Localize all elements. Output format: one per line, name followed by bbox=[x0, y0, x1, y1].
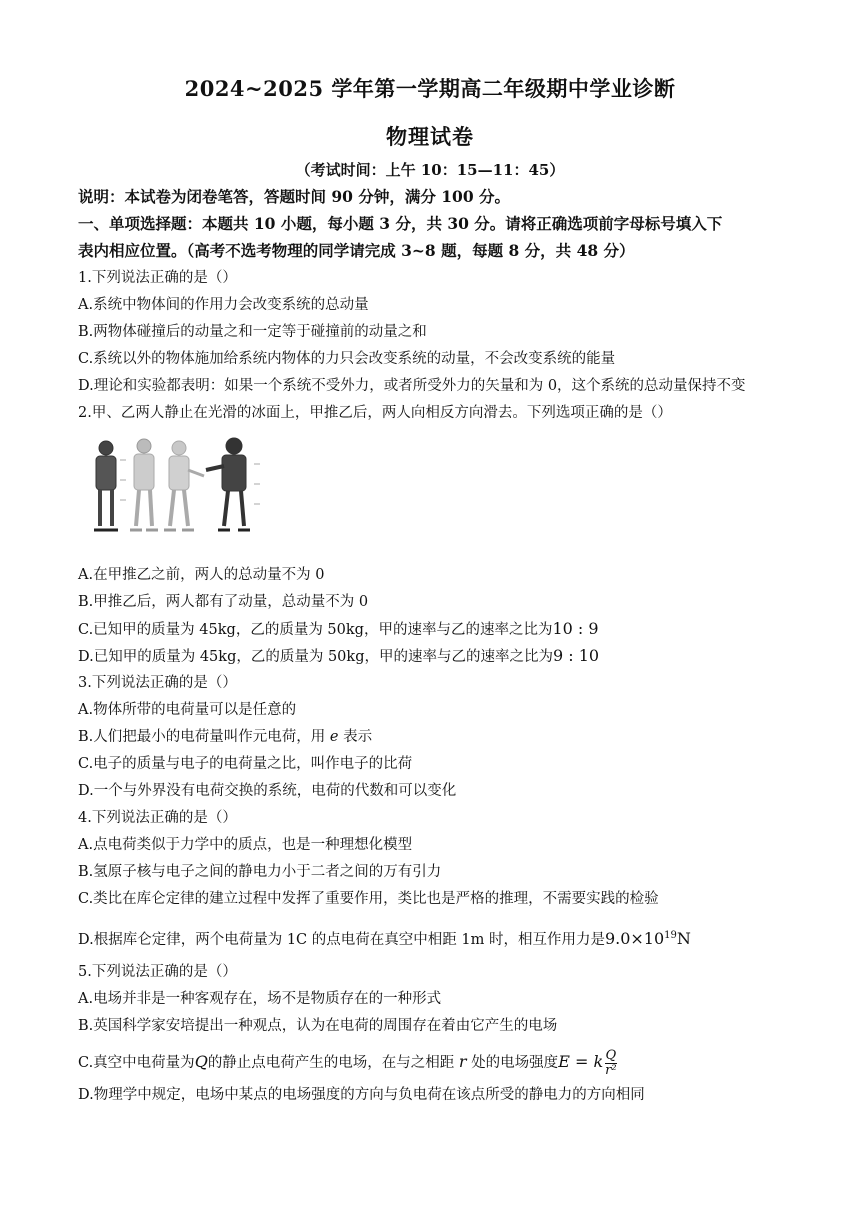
q2-option-d-text: D.已知甲的质量为 45kg，乙的质量为 50kg，甲的速率与乙的速率之比为 bbox=[78, 649, 553, 665]
instructions-note: 说明：本试卷为闭卷笔答，答题时间 90 分钟，满分 100 分。 bbox=[78, 187, 511, 206]
q2-option-d bbox=[78, 646, 798, 667]
q4-option-d-value: 9.0×10 bbox=[604, 928, 665, 948]
q2-option-c-text: C.已知甲的质量为 45kg，乙的质量为 50kg，甲的速率与乙的速率之比为 bbox=[78, 622, 553, 638]
q4-option-d bbox=[78, 926, 798, 950]
q3-option-b-symbol: e bbox=[329, 729, 339, 745]
q3-option-b-pre: B.人们把最小的电荷量叫作元电荷，用 bbox=[78, 729, 326, 745]
exam-title: 2024~2025 学年第一学期高二年级期中学业诊断 bbox=[184, 76, 676, 101]
q5-option-c-mid: 的静止点电荷产生的电场，在与之相距 bbox=[207, 1055, 455, 1071]
q3-option-a: A.物体所带的电荷量可以是任意的 bbox=[78, 702, 297, 718]
q3-option-d: D.一个与外界没有电荷交换的系统，电荷的代数和可以变化 bbox=[78, 783, 457, 799]
section-heading-line2: 表内相应位置。（高考不选考物理的同学请完成 3~8 题，每题 8 分，共 48 分） bbox=[78, 241, 635, 260]
q5-option-b: B.英国科学家安培提出一种观点，认为在电荷的周围存在着由它产生的电场 bbox=[78, 1018, 558, 1034]
exam-subject: 物理试卷 bbox=[386, 124, 474, 149]
q5-formula-fraction bbox=[605, 1049, 616, 1078]
q3-option-b bbox=[78, 727, 798, 747]
skaters-figure bbox=[84, 430, 284, 546]
q5-formula-denominator: r² bbox=[605, 1062, 617, 1078]
q2-option-c bbox=[78, 619, 798, 640]
q1-option-a: A.系统中物体间的作用力会改变系统的总动量 bbox=[78, 297, 369, 313]
q5-formula-numerator: Q bbox=[605, 1047, 617, 1063]
q4-option-d-exponent: 19 bbox=[664, 930, 677, 941]
q5-option-d: D.物理学中规定，电场中某点的电场强度的方向与负电荷在该点所受的静电力的方向相同 bbox=[78, 1087, 645, 1103]
q5-option-c-r: r bbox=[458, 1052, 467, 1071]
q4-option-a: A.点电荷类似于力学中的质点，也是一种理想化模型 bbox=[78, 837, 413, 853]
q4-option-b: B.氢原子核与电子之间的静电力小于二者之间的万有引力 bbox=[78, 864, 442, 880]
q1-option-c: C.系统以外的物体施加给系统内物体的力只会改变系统的动量，不会改变系统的能量 bbox=[78, 351, 616, 367]
q4-stem: 4.下列说法正确的是（） bbox=[78, 810, 237, 826]
q4-option-c: C.类比在库仑定律的建立过程中发挥了重要作用，类比也是严格的推理，不需要实践的检验 bbox=[78, 891, 659, 907]
exam-time: （考试时间：上午 10：15—11：45） bbox=[295, 161, 565, 179]
q4-option-d-unit: N bbox=[676, 928, 691, 948]
q5-option-c-q: Q bbox=[194, 1052, 208, 1071]
q2-option-c-ratio: 10 : 9 bbox=[552, 619, 599, 638]
q4-option-d-text: D.根据库仑定律，两个电荷量为 1C 的点电荷在真空中相距 1m 时，相互作用力是 bbox=[78, 931, 605, 948]
q2-stem: 2.甲、乙两人静止在光滑的冰面上，甲推乙后，两人向相反方向滑去。下列选项正确的是（） bbox=[78, 405, 672, 421]
q5-formula-lhs: E = k bbox=[558, 1052, 604, 1071]
q5-option-c-post: 处的电场强度 bbox=[471, 1055, 559, 1071]
q1-stem: 1.下列说法正确的是（） bbox=[78, 270, 237, 286]
q5-option-c bbox=[78, 1043, 798, 1082]
q1-option-d: D.理论和实验都表明：如果一个系统不受外力，或者所受外力的矢量和为 0，这个系统的总动量保持不变 bbox=[78, 378, 746, 394]
q3-option-c: C.电子的质量与电子的电荷量之比，叫作电子的比荷 bbox=[78, 756, 413, 772]
q1-option-b: B.两物体碰撞后的动量之和一定等于碰撞前的动量之和 bbox=[78, 324, 427, 340]
q5-stem: 5.下列说法正确的是（） bbox=[78, 964, 237, 980]
q3-stem: 3.下列说法正确的是（） bbox=[78, 675, 237, 691]
q3-option-b-post: 表示 bbox=[343, 729, 373, 745]
q2-option-a: A.在甲推乙之前，两人的总动量不为 0 bbox=[78, 567, 325, 583]
q5-option-a: A.电场并非是一种客观存在，场不是物质存在的一种形式 bbox=[78, 991, 442, 1007]
q2-option-b: B.甲推乙后，两人都有了动量，总动量不为 0 bbox=[78, 594, 369, 610]
q2-option-d-ratio: 9 : 10 bbox=[552, 646, 600, 665]
q5-option-c-pre: C.真空中电荷量为 bbox=[78, 1055, 195, 1071]
section-heading-line1: 一、单项选择题：本题共 10 小题，每小题 3 分，共 30 分。请将正确选项前字母标号填入下 bbox=[78, 214, 723, 233]
